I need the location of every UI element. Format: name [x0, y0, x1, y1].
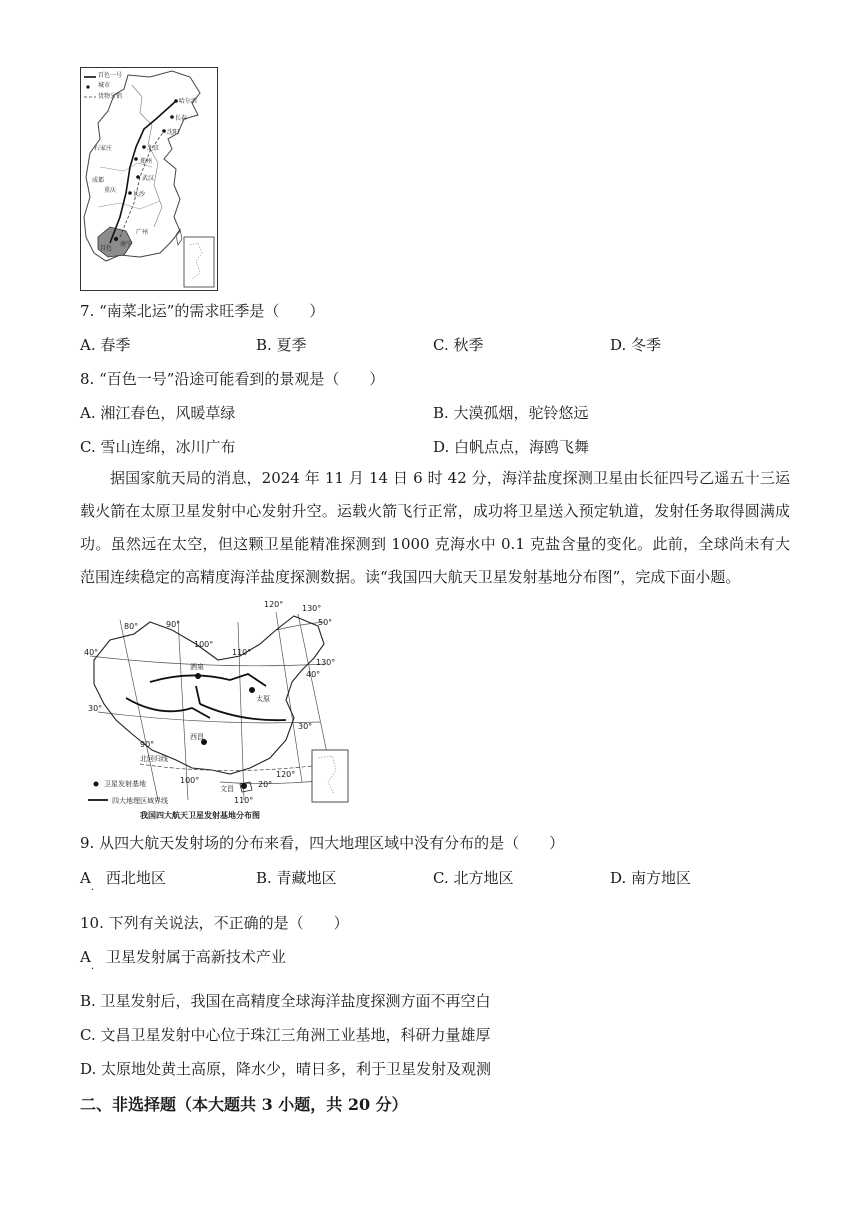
question-8-stem: 8. “百色一号”沿途可能看到的景观是（ ）	[80, 370, 385, 388]
degree-label: 110°	[234, 796, 254, 805]
site-label-wenchang: 文昌	[220, 785, 234, 793]
launch-sites-map	[80, 600, 352, 824]
degree-label: 40°	[84, 648, 99, 657]
site-label-jiuquan: 酒泉	[190, 663, 204, 671]
q7-option-a[interactable]: A. 春季	[80, 336, 131, 354]
question-9-stem: 9. 从四大航天发射场的分布来看，四大地理区域中没有分布的是（ ）	[80, 834, 565, 852]
site-label-taiyuan: 太原	[256, 695, 270, 703]
legend-launch-site-label: 卫星发射基地	[104, 780, 146, 788]
q9-option-c[interactable]: C. 北方地区	[433, 869, 514, 887]
q7-option-b[interactable]: B. 夏季	[256, 336, 307, 354]
q8-option-d[interactable]: D. 白帆点点，海鸥飞舞	[433, 438, 590, 456]
legend-city-label: 城市	[98, 82, 111, 89]
question-7-stem: 7. “南菜北运”的需求旺季是（ ）	[80, 302, 325, 320]
degree-label: 90°	[166, 620, 181, 629]
degree-label: 130°	[302, 604, 322, 613]
section-heading: 二、非选择题（本大题共 3 小题，共 20 分）	[80, 1095, 408, 1114]
degree-label: 130°	[316, 658, 336, 667]
q8-option-b[interactable]: B. 大漠孤烟，驼铃悠远	[433, 404, 589, 422]
tropic-label: 北回归线	[140, 755, 168, 763]
city-label: 长沙	[133, 191, 146, 198]
q10-option-c[interactable]: C. 文昌卫星发射中心位于珠江三角洲工业基地，科研力量雄厚	[80, 1026, 491, 1044]
q8-option-a[interactable]: A. 湘江春色，风暖草绿	[80, 404, 236, 422]
degree-label: 80°	[124, 622, 139, 631]
q7-option-d[interactable]: D. 冬季	[610, 336, 662, 354]
degree-label: 100°	[194, 640, 214, 649]
legend-distribution-label: 货物分销	[98, 93, 123, 100]
city-label: 广州	[136, 229, 149, 236]
q8-option-c[interactable]: C. 雪山连绵，冰川广布	[80, 438, 236, 456]
degree-label: 20°	[258, 780, 273, 789]
q9-option-a[interactable]: A 西北地区	[80, 869, 166, 887]
city-label: 武汉	[142, 175, 155, 182]
question-10-stem: 10. 下列有关说法，不正确的是（ ）	[80, 914, 349, 932]
city-label: 百色	[100, 245, 113, 252]
degree-label: 40°	[306, 670, 321, 679]
q9-option-b[interactable]: B. 青藏地区	[256, 869, 337, 887]
degree-label: 100°	[180, 776, 200, 785]
q10-option-d[interactable]: D. 太原地处黄土高原，降水少，晴日多，利于卫星发射及观测	[80, 1060, 492, 1078]
degree-label: 120°	[276, 770, 296, 779]
degree-label: 90°	[140, 740, 155, 749]
city-label: 郑州	[140, 158, 153, 165]
city-label: 重庆	[104, 187, 117, 194]
emphasis-dot: ·	[91, 964, 95, 975]
site-label-xichang: 西昌	[190, 733, 204, 741]
q9-option-d[interactable]: D. 南方地区	[610, 869, 692, 887]
q7-option-c[interactable]: C. 秋季	[433, 336, 484, 354]
degree-label: 110°	[232, 648, 252, 657]
city-label: 哈尔滨	[179, 98, 198, 105]
city-label: 成都	[92, 177, 105, 184]
degree-label: 120°	[264, 600, 284, 609]
legend-boundary-label: 四大地理区域界线	[112, 797, 168, 805]
degree-label: 30°	[298, 722, 313, 731]
degree-label: 50°	[318, 618, 333, 627]
reading-passage: 据国家航天局的消息，2024 年 11 月 14 日 6 时 42 分，海洋盐度探测卫星由长征四号乙遥五十三运载火箭在太原卫星发射中心发射升空。运载火箭飞行正常，成功将卫星送入预定轨道，发射任务取得圆满成功。虽然远在太空，但这颗卫星能精准探测到 1000 克海水中 0.1 克盐含量的变化。此前，全球尚未有大范围连续稳定的高精度海洋盐度探测数据。读“我国四大航天卫星发射基地分布图”，完成下面小题。	[80, 469, 790, 586]
city-label: 北京	[147, 145, 160, 152]
degree-label: 30°	[88, 704, 103, 713]
map-caption: 我国四大航天卫星发射基地分布图	[140, 811, 260, 820]
route-map	[80, 67, 218, 291]
legend-route-label: 百色一号	[98, 72, 123, 79]
emphasis-dot: ·	[91, 885, 95, 896]
city-label: 石家庄	[94, 145, 113, 152]
q10-option-a[interactable]: A 卫星发射属于高新技术产业	[80, 948, 286, 966]
city-label: 南宁	[120, 241, 133, 248]
q10-option-b[interactable]: B. 卫星发射后，我国在高精度全球海洋盐度探测方面不再空白	[80, 992, 491, 1010]
city-label: 沈阳	[167, 129, 180, 136]
city-label: 长春	[175, 115, 188, 122]
